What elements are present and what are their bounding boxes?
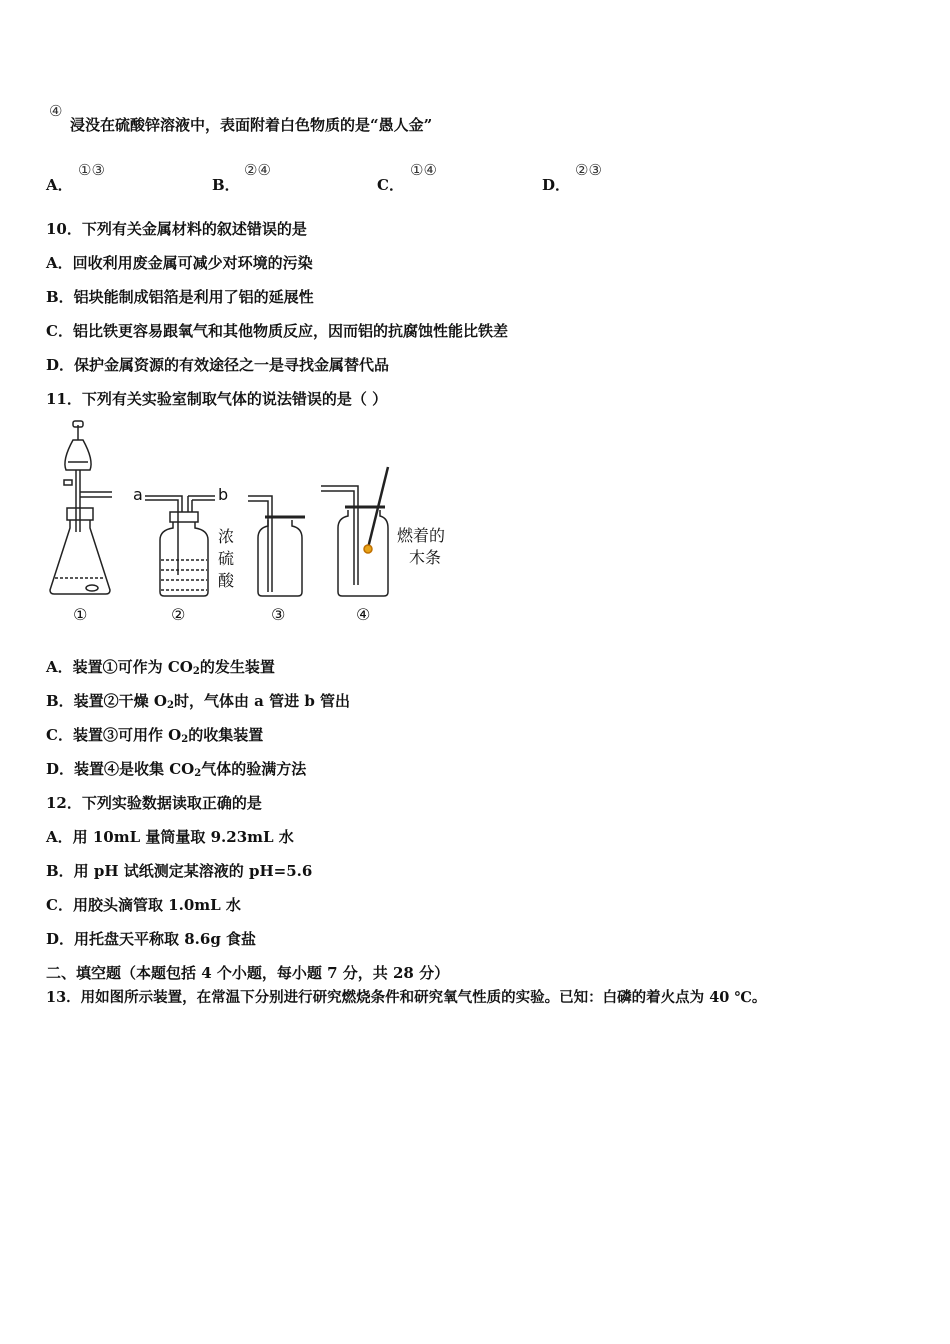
flame-icon xyxy=(364,545,372,553)
option-b-value: ②④ xyxy=(244,161,271,179)
question-10-option-d: D．保护金属资源的有效途径之一是寻找金属替代品 xyxy=(46,356,390,374)
question-12-stem: 12．下列实验数据读取正确的是 xyxy=(46,794,262,812)
device-label-4: ④ xyxy=(356,605,371,624)
port-b-label: b xyxy=(218,485,229,504)
statement-4-text: 浸没在硫酸锌溶液中，表面附着白色物质的是“愚人金” xyxy=(70,116,433,134)
acid-label-2: 硫 xyxy=(218,549,235,568)
section-heading: 二、填空题（本题包括 4 个小题，每小题 7 分，共 28 分） xyxy=(46,964,450,982)
question-12-option-c: C．用胶头滴管取 1.0mL 水 xyxy=(46,896,241,914)
device-4-gas-jar xyxy=(321,467,388,596)
device-label-2: ② xyxy=(171,605,186,624)
question-13-stem: 13．用如图所示装置，在常温下分别进行研究燃烧条件和研究氧气性质的实验。已知：白磷的着火点为 40 ℃。 xyxy=(46,989,767,1006)
stick-label-1: 燃着的 xyxy=(397,526,446,545)
question-11-stem: 11．下列有关实验室制取气体的说法错误的是（ ） xyxy=(46,390,388,408)
stick-label-2: 木条 xyxy=(409,548,442,567)
device-1-flask xyxy=(50,421,112,594)
port-a-label: a xyxy=(133,485,143,504)
question-11-option-b: B．装置②干燥 $O_2$时，气体由 a 管进 b 管出 xyxy=(46,692,351,711)
acid-label-3: 酸 xyxy=(218,571,235,590)
option-c-letter: C． xyxy=(377,176,404,194)
acid-label-1: 浓 xyxy=(218,527,235,546)
option-d-value: ②③ xyxy=(575,161,602,179)
option-c-value: ①④ xyxy=(410,161,437,179)
option-d-letter: D． xyxy=(542,176,571,194)
question-11-option-c: C．装置③可用作 $O_2$的收集装置 xyxy=(46,726,264,745)
question-10-option-a: A．回收利用废金属可减少对环境的污染 xyxy=(46,254,313,272)
option-a-value: ①③ xyxy=(78,161,105,179)
option-a-letter: A． xyxy=(46,176,73,194)
device-label-1: ① xyxy=(73,605,88,624)
question-12-option-a: A．用 10mL 量筒量取 9.23mL 水 xyxy=(46,828,294,846)
question-12-option-b: B．用 pH 试纸测定某溶液的 pH=5.6 xyxy=(46,862,313,880)
question-10-option-b: B．铝块能制成铝箔是利用了铝的延展性 xyxy=(46,288,314,306)
question-11-option-d: D．装置④是收集 $CO_2$气体的验满方法 xyxy=(46,760,307,779)
device-3-gas-jar xyxy=(248,496,305,596)
question-10-stem: 10．下列有关金属材料的叙述错误的是 xyxy=(46,220,307,238)
device-label-3: ③ xyxy=(271,605,286,624)
choice-mark: ④ xyxy=(49,102,63,120)
device-2-wash-bottle xyxy=(145,496,215,596)
question-10-option-c: C．铝比铁更容易跟氧气和其他物质反应，因而铝的抗腐蚀性能比铁差 xyxy=(46,322,508,340)
question-11-option-a: A．装置①可作为 $CO_2$的发生装置 xyxy=(46,658,275,677)
option-b-letter: B． xyxy=(212,176,240,194)
apparatus-figure xyxy=(40,420,470,630)
question-12-option-d: D．用托盘天平称取 8.6g 食盐 xyxy=(46,930,257,948)
